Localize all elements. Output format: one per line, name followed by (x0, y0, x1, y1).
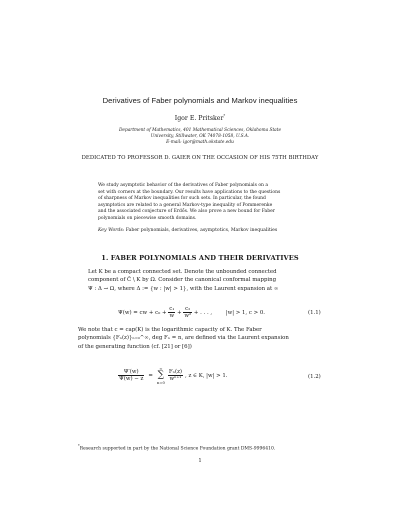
footnote-text: Research supported in part by the National Science Foundation grant DMS-9996410. (79, 446, 276, 452)
paragraph-line: of the generating function (cf. [21] or [6]) (78, 343, 192, 350)
eq2-rhs-denominator: wⁿ⁺¹ (169, 376, 182, 382)
eq2-lhs-denominator: Ψ(w) − z (119, 376, 144, 382)
eq2-sum-upper: ∞ (159, 366, 163, 371)
paragraph-line: We note that c = cap(K) is the logarithmic capacity of K. The Faber (78, 327, 262, 333)
eq2-rhs-numerator: Fₙ(z) (168, 369, 183, 375)
eq1-f2-numerator: c₂ (185, 306, 191, 312)
equation-number-1-2: (1.2) (308, 374, 321, 380)
equation-1-2 (118, 366, 228, 385)
keywords-list: Faber polynomials, derivatives, asymptotics, Markov inequalities (125, 228, 278, 233)
eq2-sum-symbol: ∑ (157, 370, 165, 380)
abstract-line: polynomials on piecewise smooth domains. (98, 215, 197, 221)
section-heading: 1. FABER POLYNOMIALS AND THEIR DERIVATIVES (101, 254, 299, 262)
eq2-sum (157, 366, 165, 385)
keywords (98, 228, 338, 233)
affiliation-line: University, Stillwater, OK 74078-1058, U.S.A. (150, 134, 250, 139)
author-text: Igor E. Pritsker (174, 115, 224, 123)
paragraph-2 (78, 326, 332, 351)
affiliation (60, 128, 340, 146)
paragraph-1 (78, 268, 332, 293)
abstract-line: set with corners at the boundary. Our results have applications to the questions (98, 189, 281, 195)
abstract-line: asymptotics are related to a general Markov-type inequality of Pommerenke (98, 202, 273, 208)
eq2-condition: , z ∈ K, |w| > 1. (185, 372, 228, 379)
equation-1-1 (118, 306, 265, 319)
eq1-tail: + . . . , (193, 310, 213, 316)
eq1-plus: + (177, 310, 182, 316)
paragraph-line: Ψ : Δ → Ω, where Δ := {w : |w| > 1}, with the Laurent expansion at ∞ (88, 285, 279, 292)
equation-number-1-1: (1.1) (308, 310, 321, 316)
eq1-f2-denominator: w² (184, 313, 192, 319)
author-name (40, 114, 360, 122)
eq2-equals: = (148, 372, 153, 379)
affiliation-line: Department of Mathematics, 401 Mathematical Sciences, Oklahoma State (118, 128, 282, 133)
paragraph-line: polynomials {Fₙ(z)}ₙ₌₀^∞, deg Fₙ = n, are defined via the Laurent expansion (78, 335, 289, 342)
keywords-label: Key Words: (98, 228, 125, 233)
eq1-f1-denominator: w (169, 313, 175, 319)
abstract-line: We study asymptotic behavior of the derivatives of Faber polynomials on a (98, 183, 269, 188)
paper-title: Derivatives of Faber polynomials and Markov inequalities (102, 96, 298, 105)
eq1-f1-numerator: c₁ (169, 306, 175, 312)
eq2-lhs-numerator: Ψ′(w) (118, 369, 144, 376)
abstract-line: of sharpness of Markov inequalities for such sets. In particular, the found (98, 196, 266, 202)
eq1-condition: |w| > 1, c > 0. (225, 310, 265, 316)
eq2-lhs-fraction (118, 369, 144, 382)
paragraph-line: Let K be a compact connected set. Denote the unbounded connected (88, 269, 277, 275)
paragraph-line: component of C̄ \ K by Ω. Consider the canonical conformal mapping (88, 277, 277, 284)
dedication: DEDICATED TO PROFESSOR D. GAIER ON THE OCCASION OF HIS 75TH BIRTHDAY (81, 155, 319, 161)
eq1-fraction-2 (183, 306, 192, 319)
eq2-sum-lower: n=0 (156, 380, 165, 385)
footnote (78, 444, 338, 452)
abstract-line: and the associated conjecture of Erdős. We also prove a new bound for Faber (98, 209, 275, 215)
eq1-lhs: Ψ(w) = cw + c₀ + (118, 310, 167, 316)
abstract (98, 183, 316, 223)
page-number: 1 (198, 458, 202, 464)
author-footnote-mark: * (223, 114, 226, 118)
eq1-fraction-1 (168, 306, 175, 319)
eq2-rhs-fraction (168, 369, 183, 382)
footnote-mark: * (78, 444, 80, 448)
affiliation-email: E-mail: igor@math.okstate.edu (166, 140, 234, 145)
